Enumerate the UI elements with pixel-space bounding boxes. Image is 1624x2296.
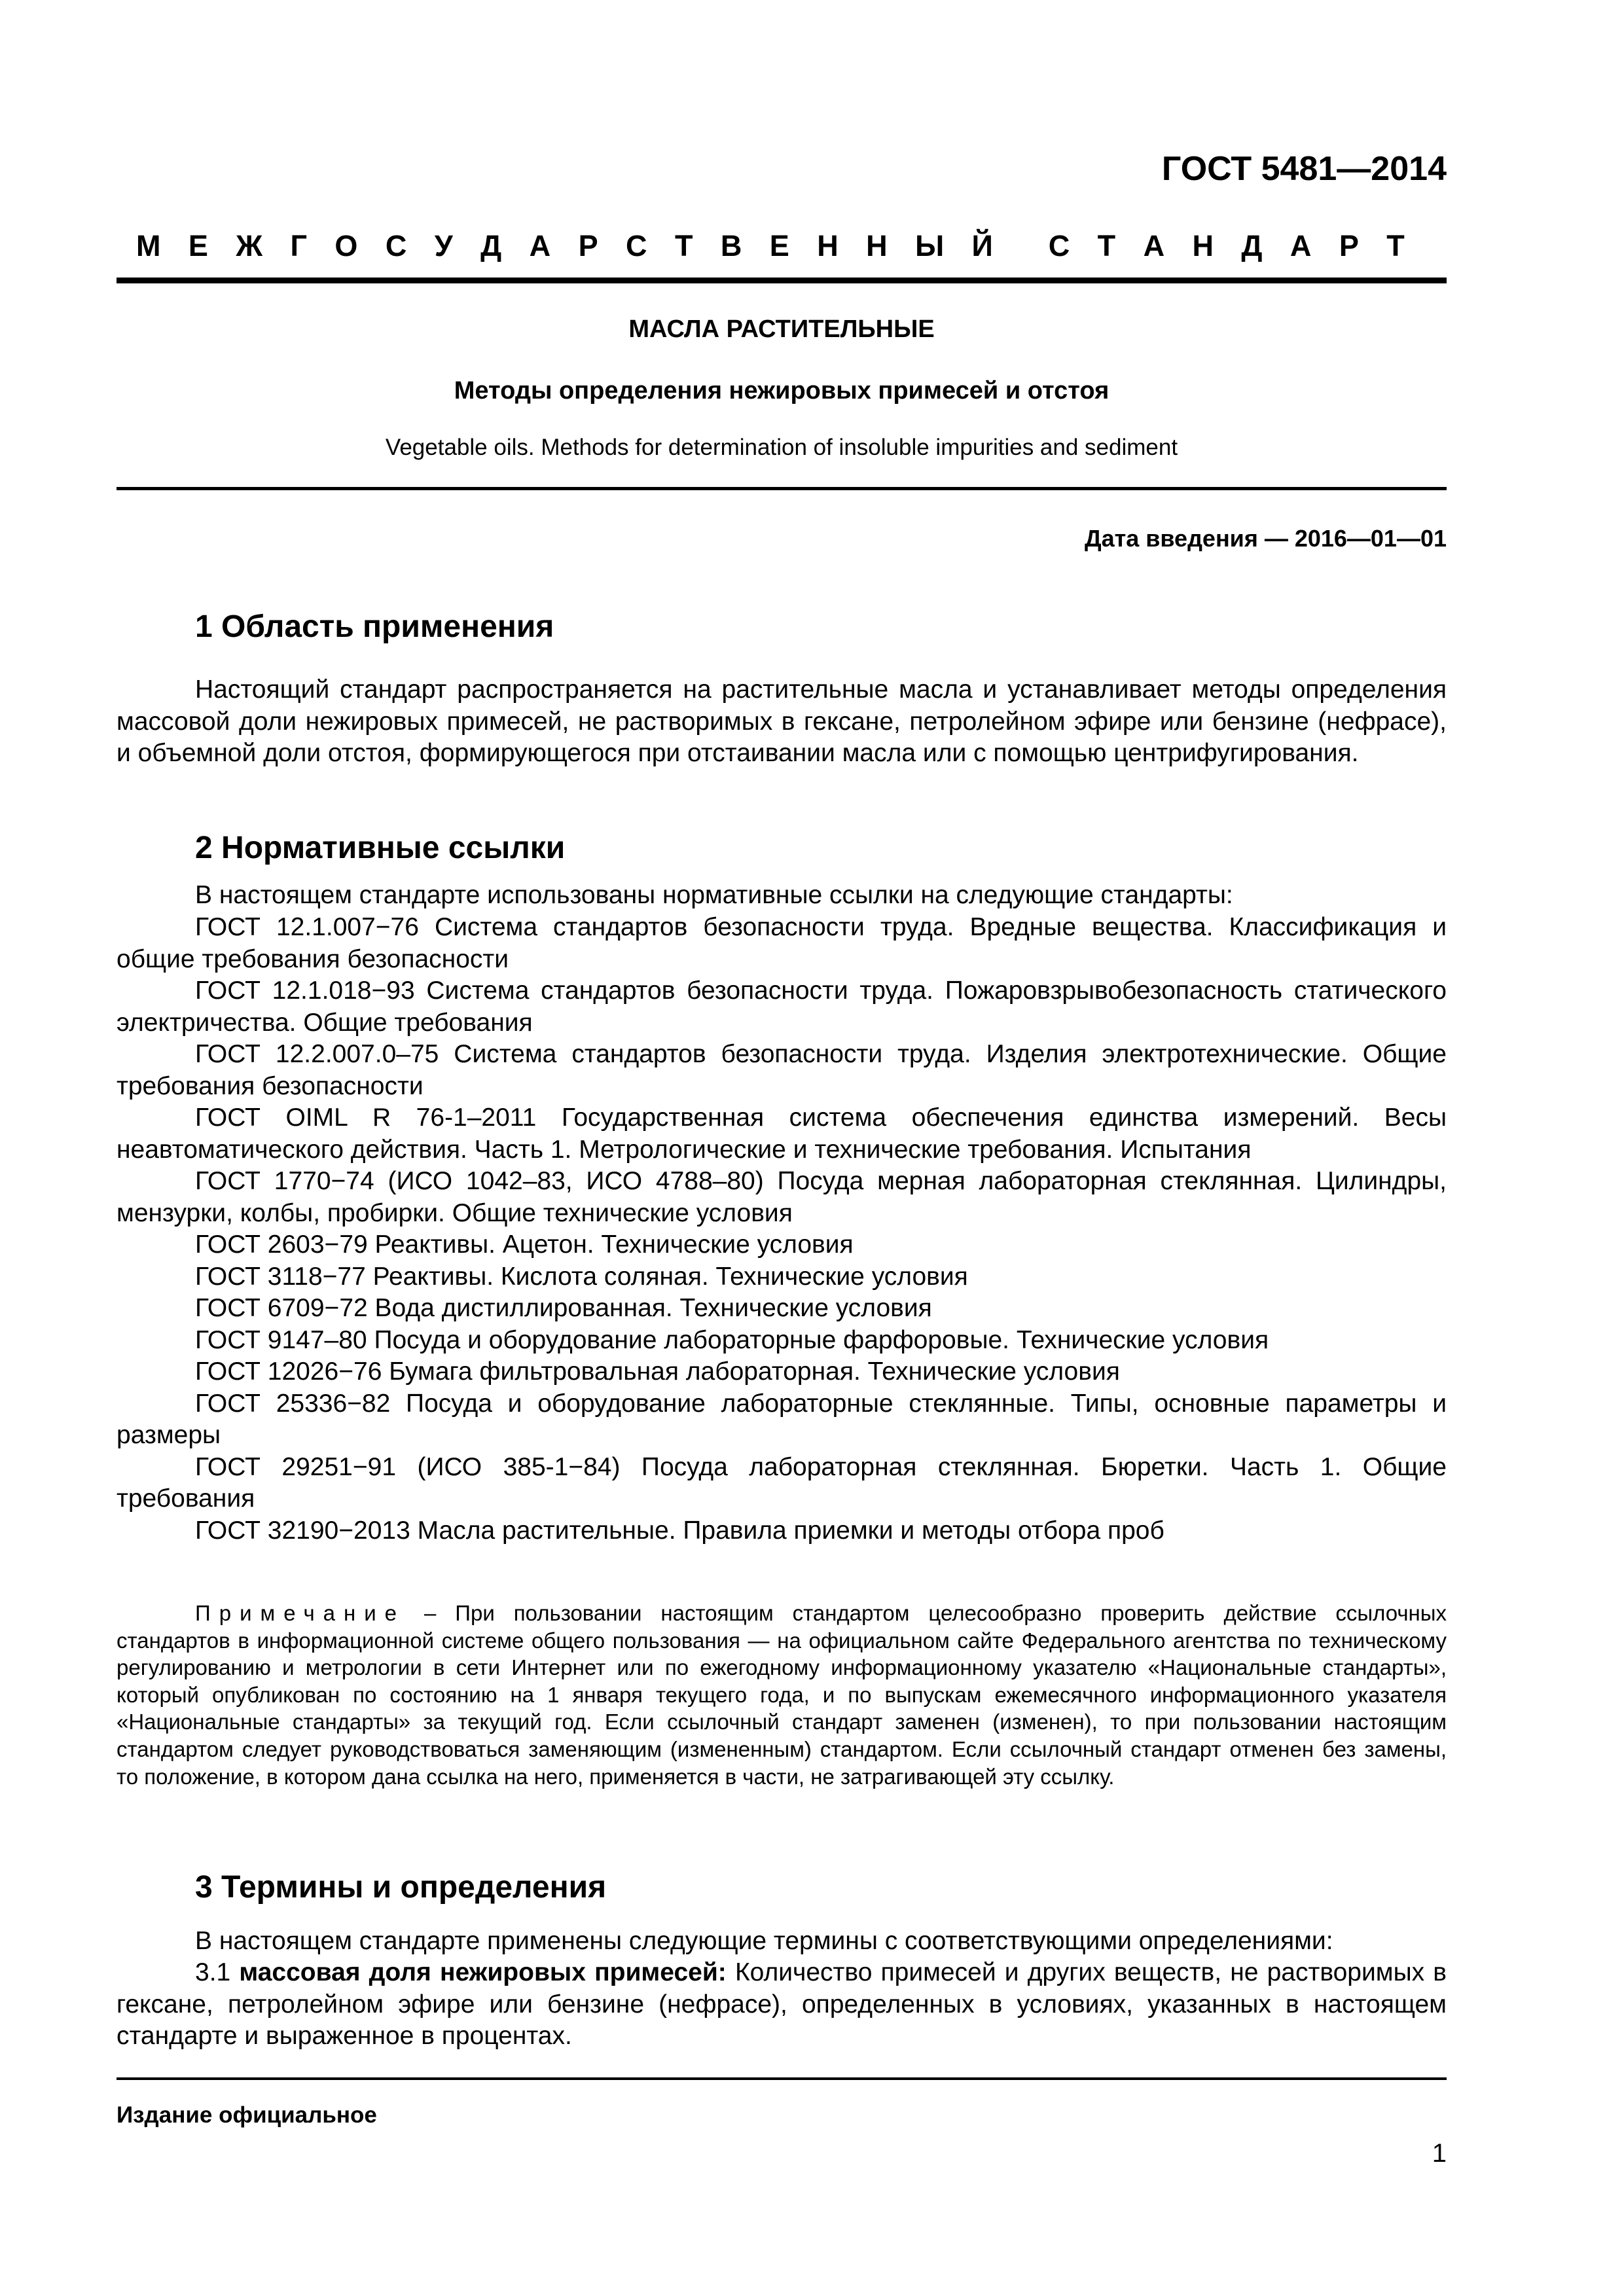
banner-letter: Е	[769, 229, 789, 262]
banner-letter: Н	[817, 229, 839, 262]
normative-references-list	[117, 912, 1447, 1547]
term-name: массовая доля нежировых примесей:	[239, 1958, 727, 1986]
banner-letter: А	[1143, 229, 1165, 262]
banner-letter: Т	[674, 229, 693, 262]
references-note	[117, 1600, 1447, 1790]
banner-letter: Е	[188, 229, 208, 262]
reference-item: ГОСТ 12026−76 Бумага фильтровальная лабораторная. Технические условия	[195, 1357, 1120, 1386]
banner-letter: Т	[1386, 229, 1405, 262]
interstate-standard-banner	[136, 229, 1405, 263]
reference-item: ГОСТ 1770−74 (ИСО 1042–83, ИСО 4788–80) Посуда мерная лабораторная стеклянная. Цилиндры, мензурки, колбы, пробирки. Общие технические условия	[117, 1167, 1447, 1227]
header-divider	[117, 278, 1447, 283]
term-definition	[117, 1957, 1447, 2053]
gost-number: ГОСТ 5481—2014	[1161, 150, 1447, 188]
document-title-english: Vegetable oils. Methods for determination of insoluble impurities and sediment	[385, 435, 1178, 460]
introduction-date: Дата введения — 2016—01—01	[1084, 525, 1447, 552]
document-subtitle: Методы определения нежировых примесей и отстоя	[454, 377, 1110, 404]
banner-letter: Й	[971, 229, 993, 262]
banner-letter: Т	[1097, 229, 1116, 262]
banner-letter: С	[385, 229, 407, 262]
banner-letter: Д	[1241, 229, 1263, 262]
note-label: Примечание	[195, 1601, 406, 1625]
title-divider	[117, 487, 1447, 490]
banner-letter: Г	[290, 229, 307, 262]
banner-letter: Н	[1192, 229, 1214, 262]
term-definition-text: Количество примесей и других веществ, не растворимых в гексане, петролейном эфире или бензине (нефрасе), определенных в условиях, указанных в настоящем стандарте и выраженное в процентах.	[117, 1958, 1447, 2050]
banner-letter: А	[1290, 229, 1312, 262]
banner-letter: Д	[480, 229, 502, 262]
banner-letter: Ж	[236, 229, 263, 262]
banner-letter: С	[626, 229, 647, 262]
reference-item: ГОСТ OIML R 76-1–2011 Государственная система обеспечения единства измерений. Весы неавтоматического действия. Часть 1. Метрологические и технические требования. Испытания	[117, 1103, 1447, 1164]
banner-letter: М	[136, 229, 161, 262]
section-3-heading: 3 Термины и определения	[195, 1870, 607, 1905]
reference-item: ГОСТ 12.2.007.0–75 Система стандартов безопасности труда. Изделия электротехнические. Общие требования безопасности	[117, 1040, 1447, 1100]
section-1-text: Настоящий стандарт распространяется на растительные масла и устанавливает методы определения массовой доли нежировых примесей, не растворимых в гексане, петролейном эфире или бензине (нефрасе), и объемной доли отстоя, формирующегося при отстаивании масла или с помощью центрифугирования.	[117, 675, 1447, 767]
banner-letter: С	[1048, 229, 1070, 262]
official-edition-label: Издание официальное	[117, 2102, 377, 2128]
reference-item: ГОСТ 6709−72 Вода дистиллированная. Технические условия	[195, 1294, 932, 1322]
banner-letter: А	[529, 229, 551, 262]
banner-letter: Р	[578, 229, 598, 262]
footer-divider	[117, 2077, 1447, 2080]
document-page	[117, 0, 1447, 2296]
reference-item: ГОСТ 12.1.018−93 Система стандартов безопасности труда. Пожаровзрывобезопасность статического электричества. Общие требования	[117, 977, 1447, 1037]
reference-item: ГОСТ 25336−82 Посуда и оборудование лабораторные стеклянные. Типы, основные параметры и размеры	[117, 1389, 1447, 1449]
banner-letter: У	[434, 229, 453, 262]
document-title: МАСЛА РАСТИТЕЛЬНЫЕ	[628, 315, 935, 343]
term-number: 3.1	[195, 1958, 240, 1986]
banner-letter: В	[720, 229, 742, 262]
reference-item: ГОСТ 12.1.007−76 Система стандартов безопасности труда. Вредные вещества. Классификация и общие требования безопасности	[117, 913, 1447, 973]
reference-item: ГОСТ 2603−79 Реактивы. Ацетон. Технические условия	[195, 1230, 854, 1259]
reference-item: ГОСТ 3118−77 Реактивы. Кислота соляная. Технические условия	[195, 1262, 968, 1291]
section-2-heading: 2 Нормативные ссылки	[195, 831, 566, 865]
banner-letter: Ы	[915, 229, 945, 262]
section-2-intro: В настоящем стандарте использованы нормативные ссылки на следующие стандарты:	[195, 881, 1233, 909]
banner-letter: О	[334, 229, 358, 262]
reference-item: ГОСТ 9147–80 Посуда и оборудование лабораторные фарфоровые. Технические условия	[195, 1325, 1269, 1354]
note-text: – При пользовании настоящим стандартом целесообразно проверить действие ссылочных стандартов в информационной системе общего пользования — на официальном сайте Федерального агентства по техническому регулированию и метрологии в сети Интернет или по ежегодному информационному указателю «Национальные стандарты», который опубликован по состоянию на 1 января текущего года, и по выпускам ежемесячного информационного указателя «Национальные стандарты» за текущий год. Если ссылочный стандарт заменен (изменен), то при пользовании настоящим стандартом следует руководствоваться заменяющим (измененным) стандартом. Если ссылочный стандарт отменен без замены, то положение, в котором дана ссылка на него, применяется в части, не затрагивающей эту ссылку.	[117, 1601, 1447, 1789]
page-number: 1	[1432, 2139, 1447, 2168]
reference-item: ГОСТ 32190−2013 Масла растительные. Правила приемки и методы отбора проб	[195, 1516, 1164, 1545]
section-3-intro: В настоящем стандарте применены следующие термины с соответствующими определениями:	[195, 1927, 1333, 1955]
reference-item: ГОСТ 29251−91 (ИСО 385-1−84) Посуда лабораторная стеклянная. Бюретки. Часть 1. Общие требования	[117, 1452, 1447, 1513]
banner-letter: Н	[866, 229, 888, 262]
section-1-heading: 1 Область применения	[195, 609, 554, 644]
banner-letter: Р	[1339, 229, 1359, 262]
